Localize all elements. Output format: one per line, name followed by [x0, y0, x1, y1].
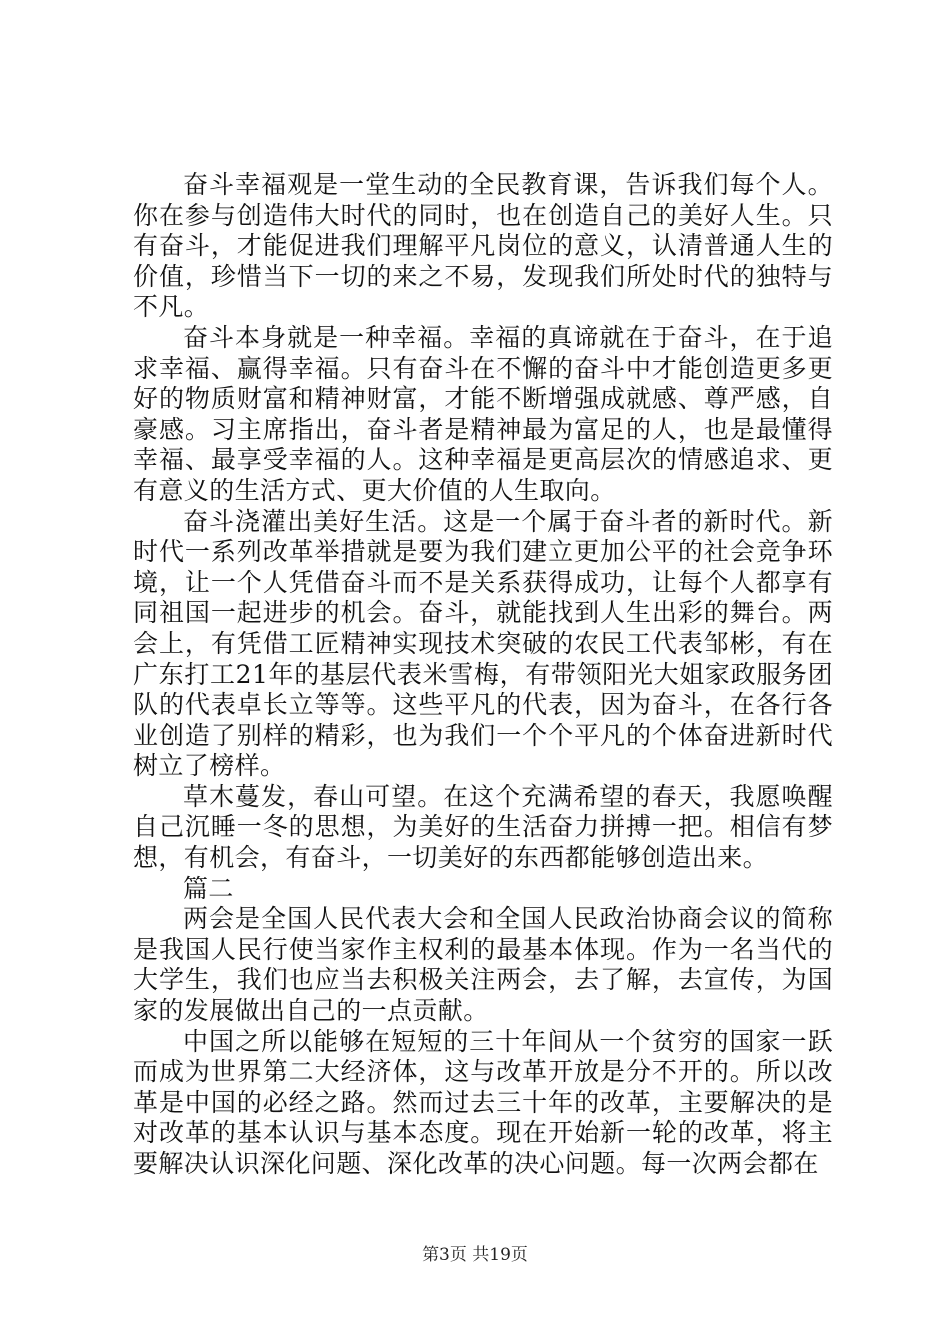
paragraph-5: 两会是全国人民代表大会和全国人民政治协商会议的简称是我国人民行使当家作主权利的最基本体现。作为一名当代的大学生，我们也应当去积极关注两会，去了解，去宣传，为国家的发展做出自己的一点贡献。: [133, 904, 833, 1026]
paragraph-3: 奋斗浇灌出美好生活。这是一个属于奋斗者的新时代。新时代一系列改革举措就是要为我们建立更加公平的社会竞争环境，让一个人凭借奋斗而不是关系获得成功，让每个人都享有同祖国一起进步的机会。奋斗，就能找到人生出彩的舞台。两会上，有凭借工匠精神实现技术突破的农民工代表邹彬，有在广东打工21年的基层代表米雪梅，有带领阳光大姐家政服务团队的代表卓长立等等。这些平凡的代表，因为奋斗，在各行各业创造了别样的精彩，也为我们一个个平凡的个体奋进新时代树立了榜样。: [133, 506, 833, 781]
paragraph-6: 中国之所以能够在短短的三十年间从一个贫穷的国家一跃而成为世界第二大经济体，这与改革开放是分不开的。所以改革是中国的必经之路。然而过去三十年的改革，主要解决的是对改革的基本认识与基本态度。现在开始新一轮的改革，将主要解决认识深化问题、深化改革的决心问题。每一次两会都在: [133, 1026, 833, 1178]
section-heading: 篇二: [183, 873, 234, 903]
page-number-footer: 第3页 共19页: [422, 1245, 528, 1265]
document-body: [133, 170, 833, 1180]
paragraph-4: 草木蔓发，春山可望。在这个充满希望的春天，我愿唤醒自己沉睡一冬的思想，为美好的生活奋力拼搏一把。相信有梦想，有机会，有奋斗，一切美好的东西都能够创造出来。: [133, 781, 833, 873]
paragraph-2: 奋斗本身就是一种幸福。幸福的真谛就在于奋斗，在于追求幸福、赢得幸福。只有奋斗在不懈的奋斗中才能创造更多更好的物质财富和精神财富，才能不断增强成就感、尊严感，自豪感。习主席指出，奋斗者是精神最为富足的人，也是最懂得幸福、最享受幸福的人。这种幸福是更高层次的情感追求、更有意义的生活方式、更大价值的人生取向。: [133, 322, 833, 505]
paragraph-1: 奋斗幸福观是一堂生动的全民教育课，告诉我们每个人。你在参与创造伟大时代的同时，也在创造自己的美好人生。只有奋斗，才能促进我们理解平凡岗位的意义，认清普通人生的价值，珍惜当下一切的来之不易，发现我们所处时代的独特与不凡。: [133, 170, 833, 322]
